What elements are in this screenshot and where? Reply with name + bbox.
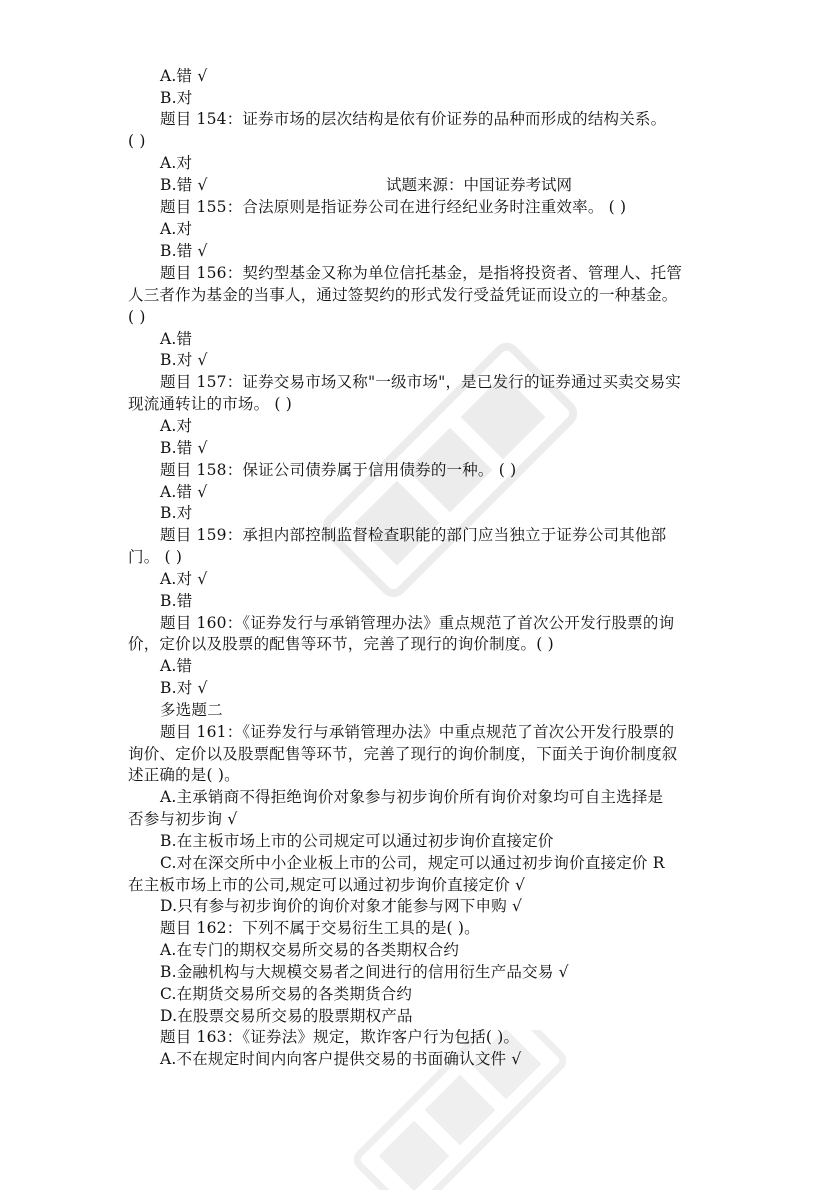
text-line: A.对 [160, 417, 193, 435]
text-line: 价，定价以及股票的配售等环节，完善了现行的询价制度。( ) [128, 635, 554, 653]
text-line: 询价、定价以及股票配售等环节，完善了现行的询价制度，下面关于询价制度叙 [128, 745, 678, 763]
text-line: A.对 √ [160, 570, 208, 588]
text-line: D.只有参与初步询价的询价对象才能参与网下申购 √ [160, 897, 523, 915]
source-label: 试题来源：中国证券考试网 [386, 176, 573, 194]
text-line: C.在期货交易所交易的各类期货合约 [160, 985, 413, 1003]
text-line: B.错 √ [160, 242, 208, 260]
text-line: ( ) [128, 308, 146, 326]
text-line: A.主承销商不得拒绝询价对象参与初步询价所有询价对象均可自主选择是 [160, 788, 664, 806]
text-line: 题目 156：契约型基金又称为单位信托基金，是指将投资者、管理人、托管 [160, 264, 683, 282]
text-line: 题目 163：《证券法》规定，欺诈客户行为包括( )。 [160, 1028, 520, 1046]
text-line: 否参与初步询 √ [128, 810, 238, 828]
text-line: 题目 162：下列不属于交易衍生工具的是( )。 [160, 919, 480, 937]
text-line: 在主板市场上市的公司,规定可以通过初步询价直接定价 √ [128, 876, 526, 894]
text-line: A.不在规定时间内向客户提供交易的书面确认文件 √ [160, 1050, 522, 1068]
section-heading: 多选题二 [160, 701, 223, 719]
text-line: A.错 [160, 657, 193, 675]
text-line: A.对 [160, 154, 193, 172]
text-line: D.在股票交易所交易的股票期权产品 [160, 1007, 413, 1025]
text-line: B.错 √ [160, 176, 208, 194]
text-line: 题目 158：保证公司债券属于信用债券的一种。 ( ) [160, 461, 517, 479]
text-line: B.对 √ [160, 351, 208, 369]
text-line: 题目 157：证券交易市场又称"一级市场"，是已发行的证券通过买卖交易实 [160, 373, 681, 391]
text-line: B.错 √ [160, 439, 208, 457]
text-line: B.错 [160, 592, 193, 610]
text-line: B.金融机构与大规模交易者之间进行的信用衍生产品交易 √ [160, 963, 569, 981]
text-line: ( ) [128, 132, 146, 150]
text-line: B.对 [160, 89, 193, 107]
text-line: A.在专门的期权交易所交易的各类期权合约 [160, 941, 460, 959]
text-line: A.错 [160, 330, 193, 348]
text-line: 门。 ( ) [128, 548, 183, 566]
text-line: A.对 [160, 220, 193, 238]
text-line: 题目 160：《证券发行与承销管理办法》重点规范了首次公开发行股票的询 [160, 614, 675, 632]
text-line: 述正确的是( )。 [128, 766, 240, 784]
text-line: C.对在深交所中小企业板上市的公司，规定可以通过初步询价直接定价 R [160, 854, 665, 872]
text-line: B.在主板市场上市的公司规定可以通过初步询价直接定价 [160, 832, 554, 850]
text-line: 题目 155：合法原则是指证券公司在进行经纪业务时注重效率。 ( ) [160, 198, 627, 216]
text-line: 现流通转让的市场。 ( ) [128, 395, 293, 413]
text-line: 题目 154：证券市场的层次结构是依有价证券的品种而形成的结构关系。 [160, 110, 667, 128]
text-line: A.错 √ [160, 483, 208, 501]
text-line: 题目 161：《证券发行与承销管理办法》中重点规范了首次公开发行股票的 [160, 723, 675, 741]
text-line: 人三者作为基金的当事人，通过签契约的形式发行受益凭证而设立的一种基金。 [128, 286, 678, 304]
text-line: B.对 √ [160, 679, 208, 697]
text-line: B.对 [160, 504, 193, 522]
text-line: 题目 159：承担内部控制监督检查职能的部门应当独立于证券公司其他部 [160, 526, 667, 544]
text-line: A.错 √ [160, 67, 208, 85]
